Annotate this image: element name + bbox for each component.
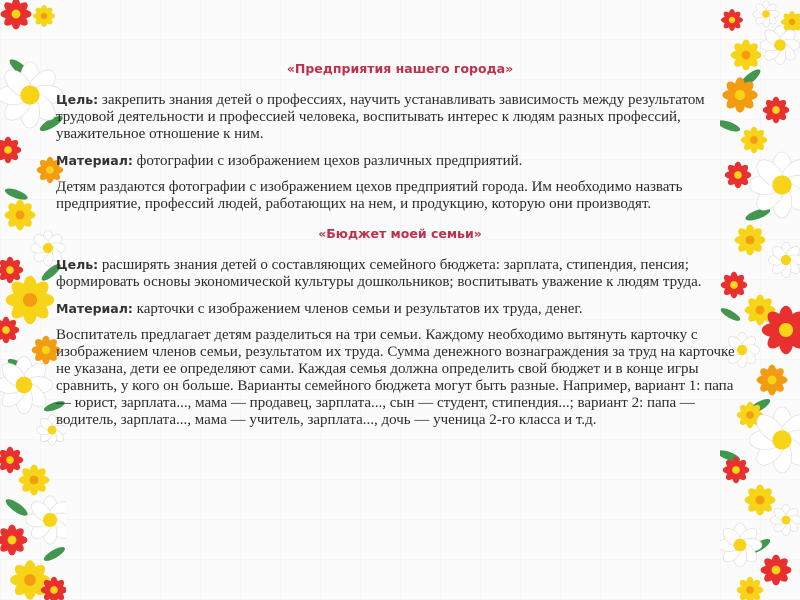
game1-material [56,152,744,170]
game1-material-label: Материал: [56,153,133,168]
game1-description: Детям раздаются фотографии с изображением цехов предприятий города. Им необходимо назвать предприятие, профессий людей, работающих на нем, и продукцию, которую они производят. [56,179,683,212]
leaf-icon [4,186,29,202]
game2-goal [56,256,744,291]
game2-description: Воспитатель предлагает детям разделиться на три семьи. Каждому необходимо вытянуть карточку с изображением членов семьи, результатом их труда. Сумма денежного вознаграждения за труд на карточке не указана, дети ее определяют сами. Каждая семья должна определить свой бюджет и в конце игры сравнить, у кого он больше. Варианты семейного бюджета могут быть разные. Например, вариант 1: папа — юрист, зарплата..., мама — продавец, зарплата..., сын — студент, стипендия...; вариант 2: папа — водитель, зарплата..., мама — учитель, зарплата..., дочь — ученица 2-го класса и т.д. [56,327,735,428]
flower-icon [0,257,23,283]
flower-icon [723,457,749,483]
flower-icon [768,242,800,277]
flower-icon [760,25,800,65]
leaf-icon [42,545,66,564]
flower-icon [771,505,800,536]
flower-icon [1,0,32,29]
flower-icon [19,465,50,496]
flower-icon [749,152,800,218]
flower-icon [0,317,19,343]
flower-icon [753,1,779,27]
flower-icon [745,485,776,516]
document-body [56,60,744,438]
game1-goal-text: закрепить знания детей о профессиях, научить устанавливать зависимость между результатом трудовой деятельности и профессией человека, воспитывать интерес к людям разных профессий, уважительное отношение к ним. [56,92,705,142]
game2-material-label: Материал: [56,301,133,316]
game2-material-text: карточки с изображением членов семьи и результатов их труда, денег. [132,301,583,317]
flower-icon [741,127,767,153]
flower-icon [0,525,27,556]
flower-icon [757,365,788,396]
game1-goal-label: Цель: [56,92,99,107]
game1-goal [56,91,744,143]
game2-goal-label: Цель: [56,257,99,272]
flower-icon [10,560,50,600]
flower-icon [6,276,54,324]
game1-material-text: фотографии с изображением цехов различных предприятий. [132,153,523,169]
game2-goal-text: расширять знания детей о составляющих семейного бюджета: зарплата, стипендия, пенсия; формировать основы экономической культуры дошкольников; воспитывать уважение к людям труда. [56,257,702,290]
flower-icon [0,356,53,413]
flower-icon [0,137,21,163]
flower-icon [761,555,792,586]
flower-icon [33,5,55,27]
game1-title: «Предприятия нашего города» [286,61,514,76]
leaf-icon [4,496,30,518]
flower-icon [5,200,36,231]
flower-icon [0,62,63,128]
flower-icon [763,97,789,123]
game2-title: «Бюджет моей семьи» [318,226,482,241]
flower-icon [737,577,763,600]
flower-icon [0,447,23,473]
flower-icon [721,9,743,31]
flower-icon [26,496,66,544]
game2-material [56,300,744,318]
flower-icon [720,523,762,567]
